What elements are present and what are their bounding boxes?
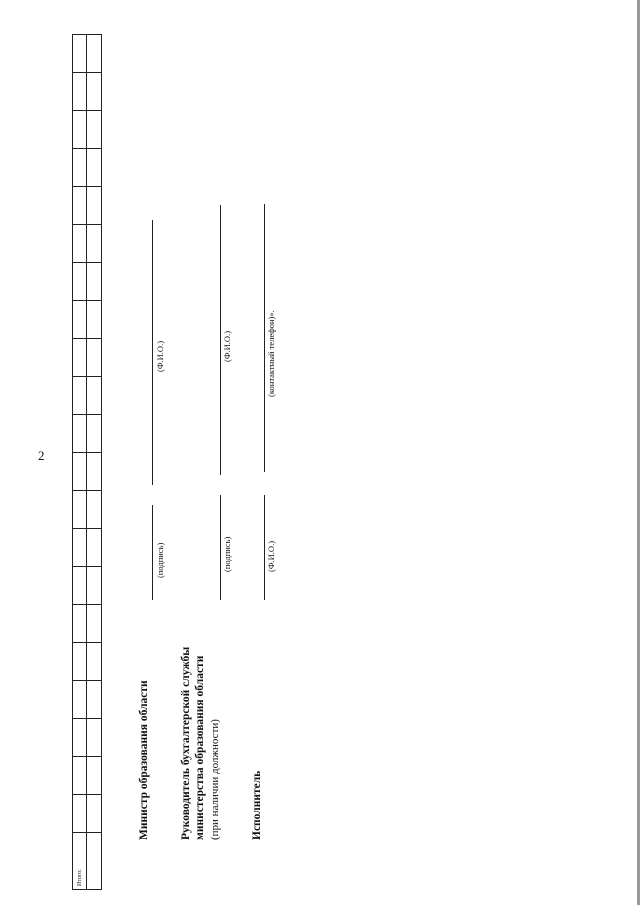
accounting-signature-line <box>220 495 221 600</box>
table-cell <box>87 757 102 795</box>
table-cell <box>87 301 102 339</box>
accounting-head-label-line1: Руководитель бухгалтерской службы <box>180 646 192 840</box>
table-cell <box>73 339 87 377</box>
table-cell <box>73 453 87 491</box>
total-label-cell: Итого: <box>73 833 87 890</box>
minister-name-line <box>152 220 153 485</box>
table-cell <box>73 73 87 111</box>
accounting-name-caption: (Ф.И.О.) <box>222 330 232 362</box>
table-cell <box>87 149 102 187</box>
table-cell <box>87 377 102 415</box>
table-cell <box>73 301 87 339</box>
table-cell <box>73 263 87 301</box>
table-cell <box>87 111 102 149</box>
table-cell <box>73 719 87 757</box>
table-cell <box>87 263 102 301</box>
table-cell <box>87 529 102 567</box>
executor-phone-caption: (контактный телефон)». <box>266 310 276 397</box>
accounting-head-note: (при наличии должности) <box>209 719 221 840</box>
executor-phone-line <box>264 204 265 472</box>
table-cell <box>73 111 87 149</box>
table-cell <box>87 719 102 757</box>
table-cell <box>73 225 87 263</box>
table-cell <box>87 605 102 643</box>
totals-table <box>72 34 102 890</box>
accounting-name-line <box>220 205 221 475</box>
table-row <box>73 35 87 890</box>
table-cell <box>73 35 87 73</box>
table-cell <box>73 681 87 719</box>
table-cell <box>73 757 87 795</box>
table-cell <box>73 377 87 415</box>
table-cell <box>73 643 87 681</box>
table-cell <box>87 833 102 890</box>
table-cell <box>87 567 102 605</box>
table-cell <box>87 187 102 225</box>
executor-label: Исполнитель <box>251 770 263 840</box>
table-row <box>87 35 102 890</box>
minister-signature-line <box>152 505 153 600</box>
minister-signature-caption: (подпись) <box>155 542 165 578</box>
table-cell <box>73 149 87 187</box>
table-cell <box>87 339 102 377</box>
table-cell <box>73 567 87 605</box>
table-cell <box>87 453 102 491</box>
table-cell <box>73 795 87 833</box>
table-cell <box>73 529 87 567</box>
table-cell <box>73 415 87 453</box>
table-cell <box>73 187 87 225</box>
executor-name-line <box>264 495 265 600</box>
table-cell <box>73 491 87 529</box>
minister-label: Министр образования области <box>138 680 150 840</box>
table-cell <box>87 225 102 263</box>
table-cell <box>87 681 102 719</box>
table-cell <box>87 491 102 529</box>
minister-name-caption: (Ф.И.О.) <box>155 340 165 372</box>
table-cell <box>87 415 102 453</box>
table-cell <box>87 643 102 681</box>
accounting-signature-caption: (подпись) <box>222 536 232 572</box>
table-cell <box>73 605 87 643</box>
table-cell <box>87 795 102 833</box>
accounting-head-label-line2: министерства образования области <box>194 655 206 840</box>
rotated-page-content <box>72 20 302 890</box>
table-cell <box>87 35 102 73</box>
table-cell <box>87 73 102 111</box>
page-number: 2 <box>38 448 45 463</box>
executor-name-caption: (Ф.И.О.) <box>266 540 276 572</box>
